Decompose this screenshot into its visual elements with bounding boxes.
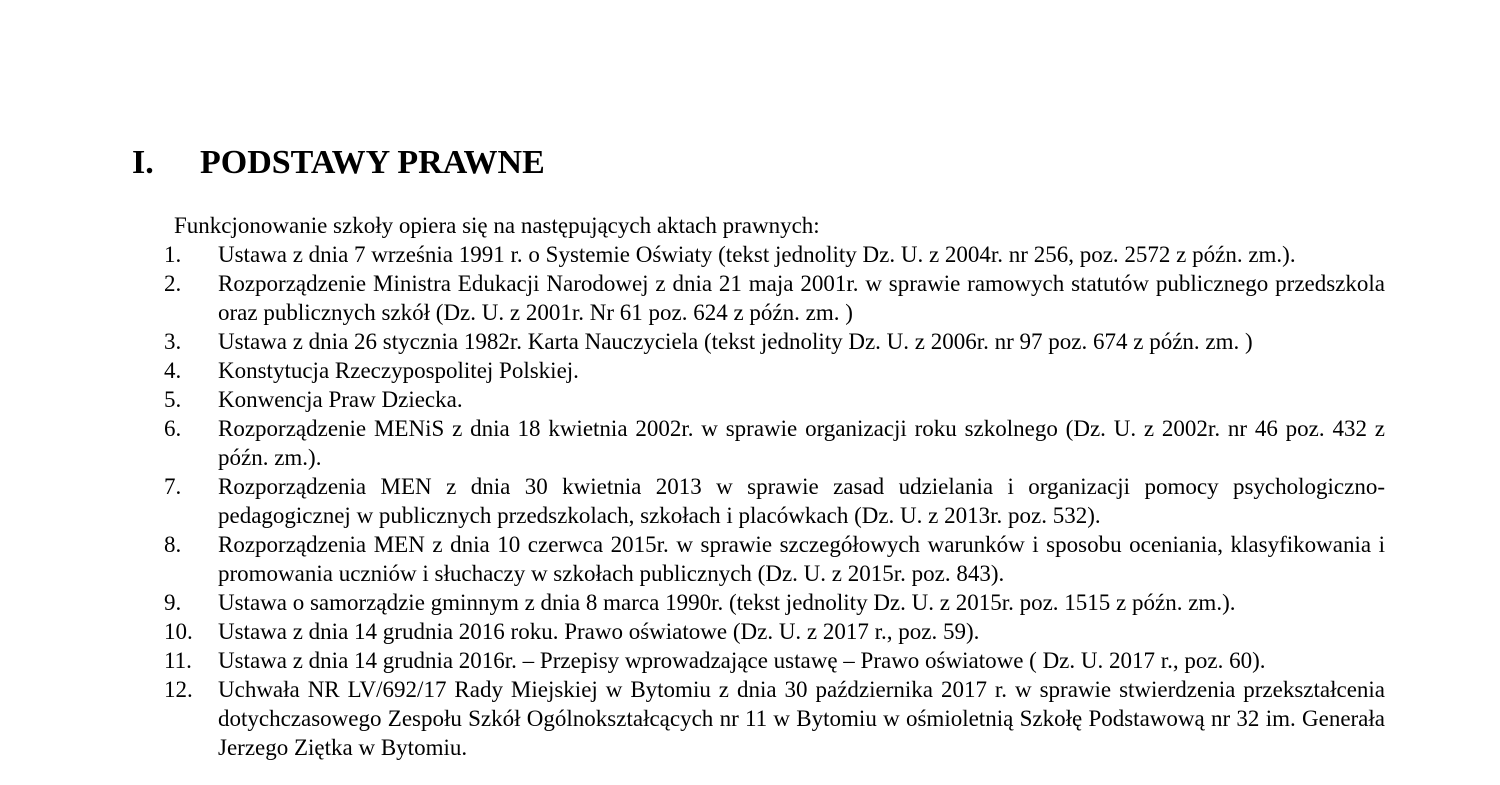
list-item bbox=[164, 414, 1385, 472]
list-item-number: 2. bbox=[164, 271, 182, 296]
legal-acts-list bbox=[164, 240, 1385, 762]
list-item-number: 8. bbox=[164, 532, 182, 557]
list-item-text: Rozporządzenie Ministra Edukacji Narodowej z dnia 21 maja 2001r. w sprawie ramowych statutów publicznego przedszkola oraz publicznych szkół (Dz. U. z 2001r. Nr 61 poz. 624 z późn. zm. ) bbox=[218, 271, 1385, 325]
list-item-text: Ustawa z dnia 26 stycznia 1982r. Karta Nauczyciela (tekst jednolity Dz. U. z 2006r. nr 97 poz. 674 z późn. zm. ) bbox=[218, 329, 1253, 354]
section-title: PODSTAWY PRAWNE bbox=[200, 144, 545, 181]
list-item-text: Konwencja Praw Dziecka. bbox=[218, 387, 463, 412]
list-item bbox=[164, 675, 1385, 762]
list-item bbox=[164, 356, 1385, 385]
list-item bbox=[164, 646, 1385, 675]
list-item-number: 5. bbox=[164, 387, 182, 412]
list-item-text: Ustawa z dnia 14 grudnia 2016 roku. Prawo oświatowe (Dz. U. z 2017 r., poz. 59). bbox=[218, 619, 980, 644]
list-item-text: Ustawa o samorządzie gminnym z dnia 8 marca 1990r. (tekst jednolity Dz. U. z 2015r. poz. 1515 z późn. zm.). bbox=[218, 590, 1236, 615]
list-item bbox=[164, 327, 1385, 356]
list-item-text: Rozporządzenia MEN z dnia 30 kwietnia 2013 w sprawie zasad udzielania i organizacji pomocy psychologiczno-pedagogicznej w publicznych przedszkolach, szkołach i placówkach (Dz. U. z 2013r. poz. 532). bbox=[218, 474, 1385, 528]
list-item bbox=[164, 617, 1385, 646]
list-item-number: 6. bbox=[164, 416, 182, 441]
list-item-text: Rozporządzenia MEN z dnia 10 czerwca 2015r. w sprawie szczegółowych warunków i sposobu oceniania, klasyfikowania i promowania uczniów i słuchaczy w szkołach publicznych (Dz. U. z 2015r. poz. 843). bbox=[218, 532, 1385, 586]
section-number: I. bbox=[132, 144, 154, 181]
list-item-text: Uchwała NR LV/692/17 Rady Miejskiej w Bytomiu z dnia 30 października 2017 r. w sprawie stwierdzenia przekształcenia dotychczasowego Zespołu Szkół Ogólnokształcących nr 11 w Bytomiu w ośmioletnią Szkołę Podstawową nr 32 im. Generała Jerzego Ziętka w Bytomiu. bbox=[218, 677, 1385, 760]
section-heading bbox=[132, 140, 545, 186]
intro-paragraph: Funkcjonowanie szkoły opiera się na następujących aktach prawnych: bbox=[174, 213, 820, 238]
list-item-number: 10. bbox=[164, 619, 193, 644]
list-item bbox=[164, 530, 1385, 588]
list-item-text: Konstytucja Rzeczypospolitej Polskiej. bbox=[218, 358, 579, 383]
list-item-text: Ustawa z dnia 7 września 1991 r. o Systemie Oświaty (tekst jednolity Dz. U. z 2004r. nr 256, poz. 2572 z późn. zm.). bbox=[218, 242, 1296, 267]
list-item-text: Ustawa z dnia 14 grudnia 2016r. – Przepisy wprowadzające ustawę – Prawo oświatowe ( Dz. U. 2017 r., poz. 60). bbox=[218, 648, 1266, 673]
list-item-number: 3. bbox=[164, 329, 182, 354]
list-item-number: 4. bbox=[164, 358, 182, 383]
list-item bbox=[164, 588, 1385, 617]
list-item bbox=[164, 472, 1385, 530]
list-item-number: 1. bbox=[164, 242, 182, 267]
list-item-number: 7. bbox=[164, 474, 182, 499]
list-item-number: 9. bbox=[164, 590, 182, 615]
list-item bbox=[164, 385, 1385, 414]
list-item bbox=[164, 240, 1385, 269]
list-item-number: 12. bbox=[164, 677, 193, 702]
list-item bbox=[164, 269, 1385, 327]
list-item-number: 11. bbox=[164, 648, 192, 673]
list-item-text: Rozporządzenie MENiS z dnia 18 kwietnia 2002r. w sprawie organizacji roku szkolnego (Dz. U. z 2002r. nr 46 poz. 432 z późn. zm.). bbox=[218, 416, 1385, 470]
